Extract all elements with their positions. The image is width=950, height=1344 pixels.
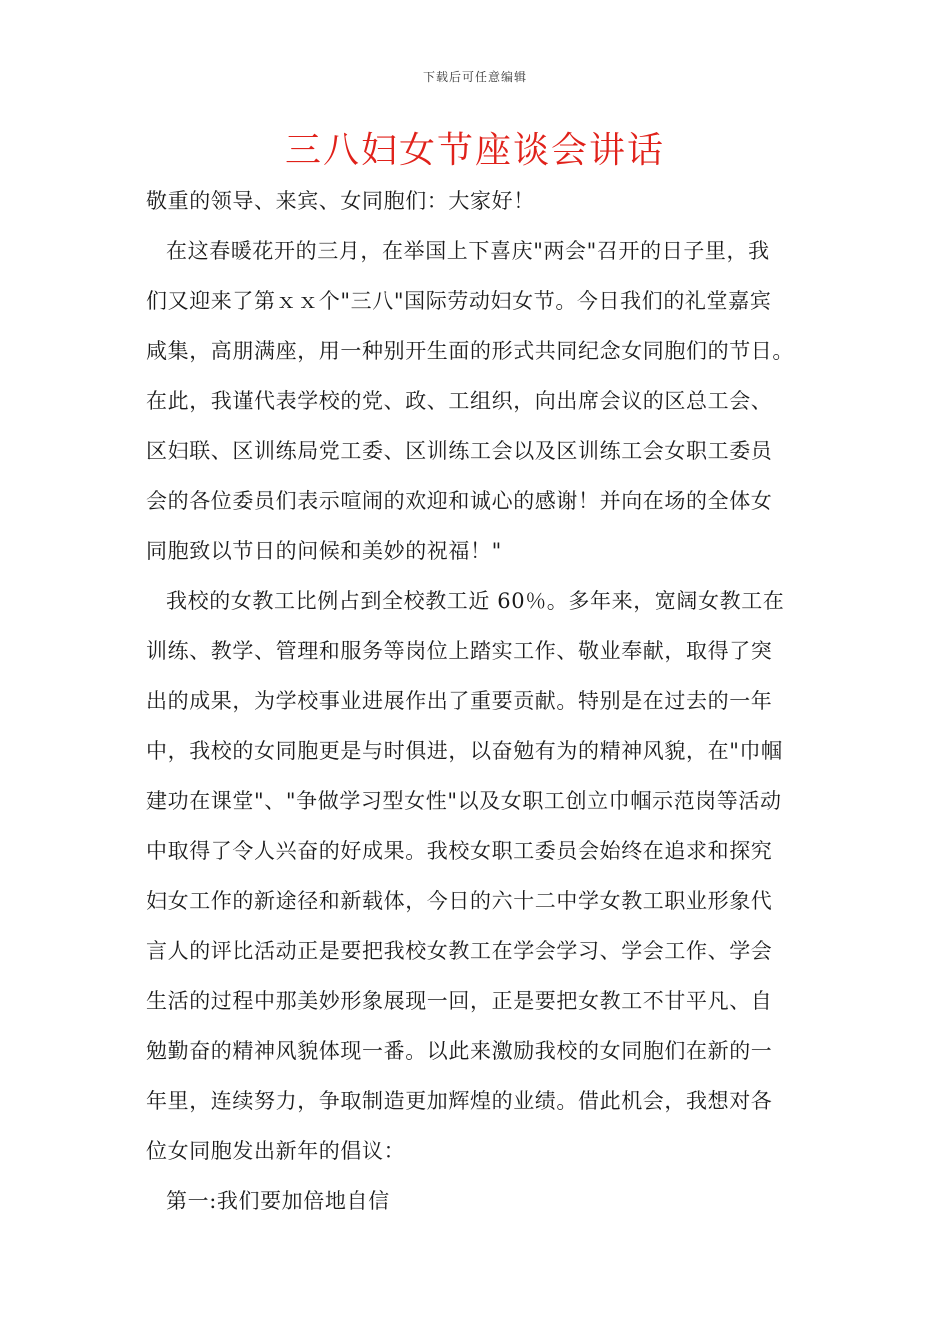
paragraph-line: 们又迎来了第ｘｘ个"三八"国际劳动妇女节。今日我们的礼堂嘉宾 [146, 289, 772, 313]
paragraph-line: 会的各位委员们表示喧闹的欢迎和诚心的感谢！并向在场的全体女 [146, 489, 773, 513]
paragraph-line: 同胞致以节日的问候和美妙的祝福！" [146, 539, 502, 563]
paragraph-line: 训练、教学、管理和服务等岗位上踏实工作、敬业奉献，取得了突 [146, 639, 773, 663]
paragraph-line: 中，我校的女同胞更是与时俱进，以奋勉有为的精神风貌，在"巾帼 [146, 739, 783, 763]
paragraph-line: 在这春暖花开的三月，在举国上下喜庆"两会"召开的日子里，我 [166, 239, 770, 263]
paragraph-line: 位女同胞发出新年的倡议： [146, 1139, 406, 1163]
paragraph-line: 我校的女教工比例占到全校教工近 60％。多年来，宽阔女教工在 [166, 589, 785, 613]
paragraph-line: 出的成果，为学校事业进展作出了重要贡献。特别是在过去的一年 [146, 689, 773, 713]
paragraph-line: 年里，连续努力，争取制造更加辉煌的业绩。借此机会，我想对各 [146, 1089, 773, 1113]
document-title: 三八妇女节座谈会讲话 [284, 130, 665, 171]
paragraph-line: 中取得了令人兴奋的好成果。我校女职工委员会始终在追求和探究 [146, 839, 773, 863]
document-body [146, 176, 818, 1226]
paragraph-line: 言人的评比活动正是要把我校女教工在学会学习、学会工作、学会 [146, 939, 773, 963]
paragraph-line: 咸集，高朋满座，用一种别开生面的形式共同纪念女同胞们的节日。 [146, 339, 794, 363]
paragraph-line: 区妇联、区训练局党工委、区训练工会以及区训练工会女职工委员 [146, 439, 773, 463]
paragraph-line: 建功在课堂"、"争做学习型女性"以及女职工创立巾帼示范岗等活动 [146, 789, 782, 813]
header-note: 下载后可任意编辑 [422, 70, 527, 84]
paragraph-line: 勉勤奋的精神风貌体现一番。以此来激励我校的女同胞们在新的一 [146, 1039, 773, 1063]
paragraph-line: 在此，我谨代表学校的党、政、工组织，向出席会议的区总工会、 [146, 389, 773, 413]
paragraph-line: 生活的过程中那美妙形象展现一回，正是要把女教工不甘平凡、自 [146, 989, 773, 1013]
proposal-heading: 第一:我们要加倍地自信 [166, 1189, 390, 1213]
salutation-line: 敬重的领导、来宾、女同胞们：大家好！ [146, 189, 535, 213]
paragraph-line: 妇女工作的新途径和新载体，今日的六十二中学女教工职业形象代 [146, 889, 773, 913]
